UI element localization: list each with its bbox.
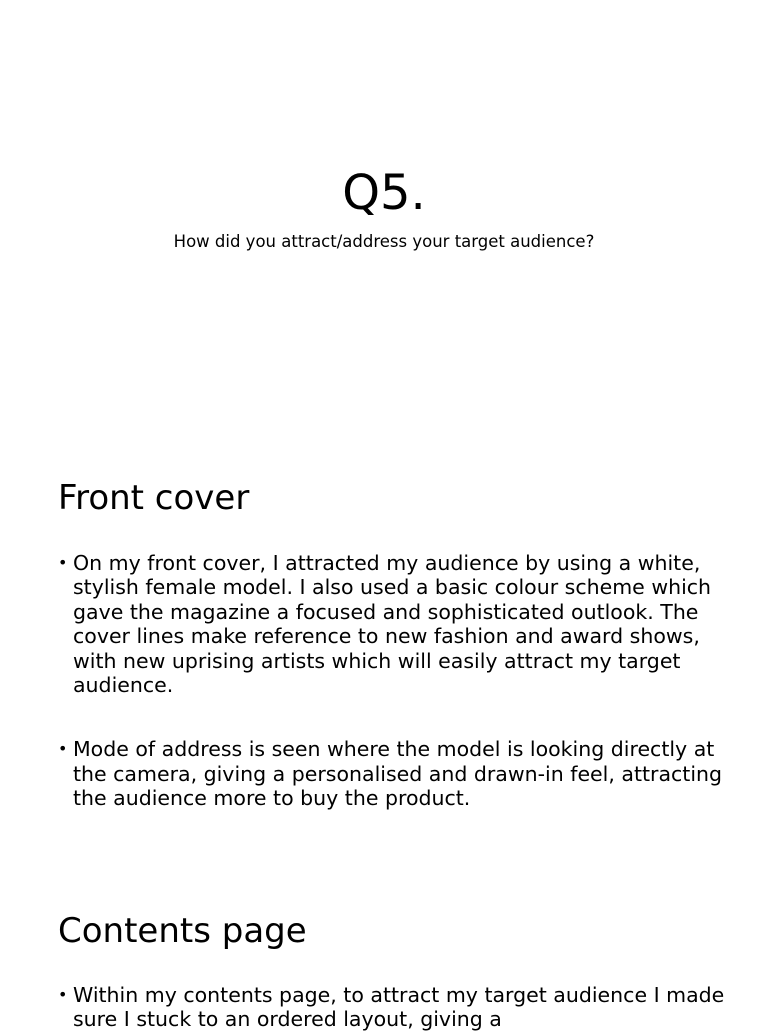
bullet-icon: •: [58, 739, 68, 759]
bullet-icon: •: [58, 985, 68, 1004]
front-cover-section: [58, 476, 728, 811]
list-item: [58, 983, 728, 1032]
bullet-text: On my front cover, I attracted my audience by using a white, stylish female model. I also used a basic colour scheme which gave the magazine a focused and sophisticated outlook. The cover lines make reference to new fashion and award shows, with new uprising artists which will easily attract my target audience.: [73, 551, 712, 698]
bullet-icon: •: [58, 553, 68, 572]
bullet-text: Within my contents page, to attract my target audience I made sure I stuck to an ordered layout, giving a: [73, 983, 725, 1032]
list-item: [58, 551, 728, 697]
bullet-text: Mode of address is seen where the model is looking directly at the camera, giving a personalised and drawn-in feel, attracting the audience more to buy the product.: [73, 737, 723, 811]
slide-subtitle: How did you attract/address your target audience?: [173, 232, 595, 251]
contents-page-section: [58, 909, 728, 1032]
contents-page-bullet-list: [58, 983, 728, 1032]
front-cover-heading: Front cover: [58, 478, 250, 518]
slide-title: Q5.: [342, 165, 426, 221]
title-slide: [0, 0, 768, 440]
front-cover-bullet-list: [58, 551, 728, 811]
list-item: [58, 737, 728, 810]
contents-page-heading: Contents page: [58, 911, 307, 951]
